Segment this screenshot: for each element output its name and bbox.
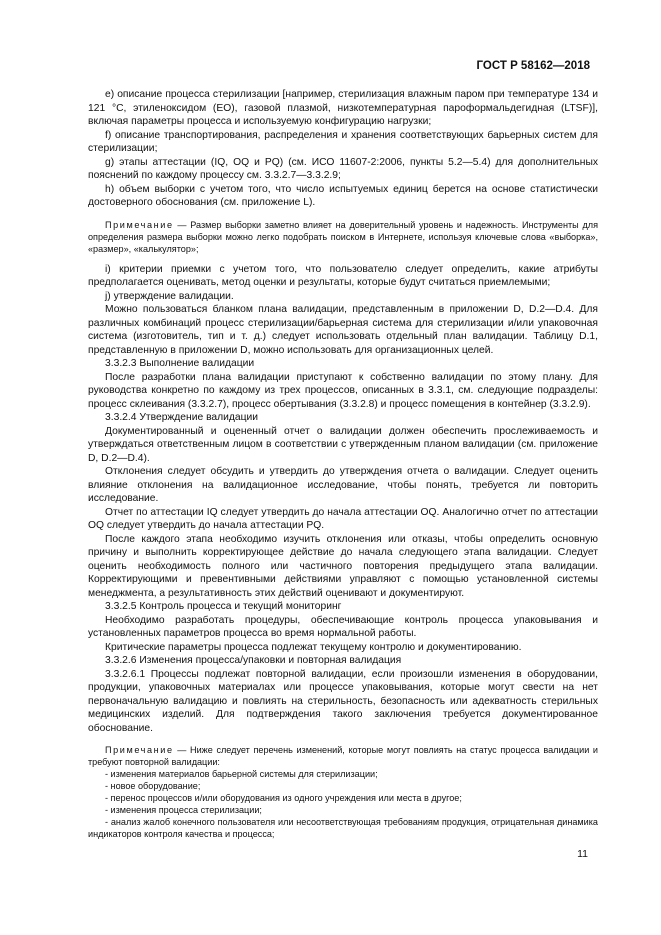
note-text: — Ниже следует перечень изменений, которые могут повлиять на статус процесса валидации и требуют повторной валидации: [88, 745, 598, 767]
body-paragraph: 3.3.2.3 Выполнение валидации [105, 358, 255, 369]
body-paragraph: Необходимо разработать процедуры, обеспечивающие контроль процесса упаковывания и установленных параметров процесса во время нормальной работы. [88, 614, 598, 639]
body-paragraph: После каждого этапа необходимо изучить отклонения или отказы, чтобы определить основную причину и выполнить корректирующее действие до начала следующего этапа валидации. Следует оценить необходимость полного или частичного повторения предыдущего этапа валидации. Корректирующими и превентивными действиями управляют с помощью установленной системы менеджмента, а результативность этих действий оценивают и документируют. [88, 533, 598, 599]
note-list-item: - изменения процесса стерилизации; [105, 805, 262, 815]
note-label: Примечание [105, 219, 174, 230]
body-paragraph: f) описание транспортирования, распределения и хранения соответствующих барьерных систем для стерилизации; [88, 129, 598, 154]
body-paragraph: e) описание процесса стерилизации [например, стерилизация влажным паром при температуре 134 и 121 °С, этиленоксидом (ЕО), газовой плазмой, низкотемпературная пароформальдегидная (LTSF)], включая параметры процесса и используемую конфигурацию нагрузки; [88, 89, 598, 127]
body-paragraph: Отчет по аттестации IQ следует утвердить до начала аттестации OQ. Аналогично отчет по аттестации OQ следует утвердить до начала аттестации PQ. [88, 506, 598, 531]
body-paragraph: 3.3.2.6 Изменения процесса/упаковки и повторная валидация [105, 655, 402, 666]
body-paragraph: 3.3.2.4 Утверждение валидации [105, 412, 259, 423]
body-paragraph: Отклонения следует обсудить и утвердить до утверждения отчета о валидации. Следует оценить влияние отклонения на валидационное исследование, чтобы понять, требуется ли повторить исследование. [88, 466, 598, 504]
note-label: Примечание [105, 745, 174, 755]
note-list-item: - анализ жалоб конечного пользователя или несоответствующая требованиям продукция, отрицательная динамика индикаторов контроля качества и процесса; [88, 817, 598, 839]
page-number: 11 [577, 848, 588, 860]
note-paragraph [88, 744, 598, 768]
body-paragraph: 3.3.2.6.1 Процессы подлежат повторной валидации, если произошли изменения в оборудовании, продукции, упаковочных материалах или процессе упаковывания, которые могут свести на нет первоначальную валидацию и повлиять на стерильность, безопасность или адекватность стерильных медицинских изделий. Для подтверждения такого заключения требуется документированное обоснование. [88, 668, 598, 734]
note-text: — Размер выборки заметно влияет на доверительный уровень и надежность. Инструменты для определения размера выборки можно легко подобрать поиском в Интернете, используя ключевые слова «выборка», «размер», «калькулятор»; [88, 219, 598, 254]
body-paragraph: Можно пользоваться бланком плана валидации, представленным в приложении D, D.2—D.4. Для различных комбинаций процесс стерилизации/барьерная система для стерилизации и/или упаковочная система (изготовитель, тип и т. д.) следует использовать отдельный план валидации. Таблицу D.1, представленную в приложении D, можно использовать для организационных целей. [88, 304, 598, 356]
body-paragraph: j) утверждение валидации. [105, 290, 234, 302]
body-paragraph: 3.3.2.5 Контроль процесса и текущий мониторинг [105, 601, 342, 612]
body-paragraph: g) этапы аттестации (IQ, OQ и PQ) (см. ИСО 11607-2:2006, пункты 5.2—5.4) для дополнительных пояснений по каждому процессу см. 3.3.2.7—3.3.2.9; [88, 156, 598, 181]
note-list-item: - изменения материалов барьерной системы для стерилизации; [105, 769, 378, 779]
body-paragraph: Критические параметры процесса подлежат текущему контролю и документированию. [105, 641, 522, 653]
document-header: ГОСТ Р 58162—2018 [476, 60, 590, 72]
note-list-item: - перенос процессов и/или оборудования из одного учреждения или места в другое; [105, 793, 462, 803]
body-paragraph: i) критерии приемки с учетом того, что пользователю следует определить, какие атрибуты предполагается оценивать, метод оценки и результаты, которые будут считаться приемлемыми; [88, 263, 598, 288]
body-paragraph: Документированный и оцененный отчет о валидации должен обеспечить прослеживаемость и утверждаться ответственным лицом в соответствии с утвержденным планом валидации (см. приложение D, D.2—D.4). [88, 425, 598, 464]
body-paragraph: h) объем выборки с учетом того, что число испытуемых единиц берется на основе статистически достоверного обоснования (см. приложение L). [88, 183, 598, 208]
document-body [88, 88, 598, 840]
note-list-item: - новое оборудование; [105, 781, 201, 791]
body-paragraph: После разработки плана валидации приступают к собственно валидации по этому плану. Для руководства конкретно по каждому из трех процессов, описанных в 3.3.1, см. следующие подразделы: процесс склеивания (3.3.2.7), процесс обертывания (3.3.2.8) и процесс помещения в контейнер (3.3.2.9). [88, 371, 598, 410]
note-paragraph [88, 219, 598, 255]
